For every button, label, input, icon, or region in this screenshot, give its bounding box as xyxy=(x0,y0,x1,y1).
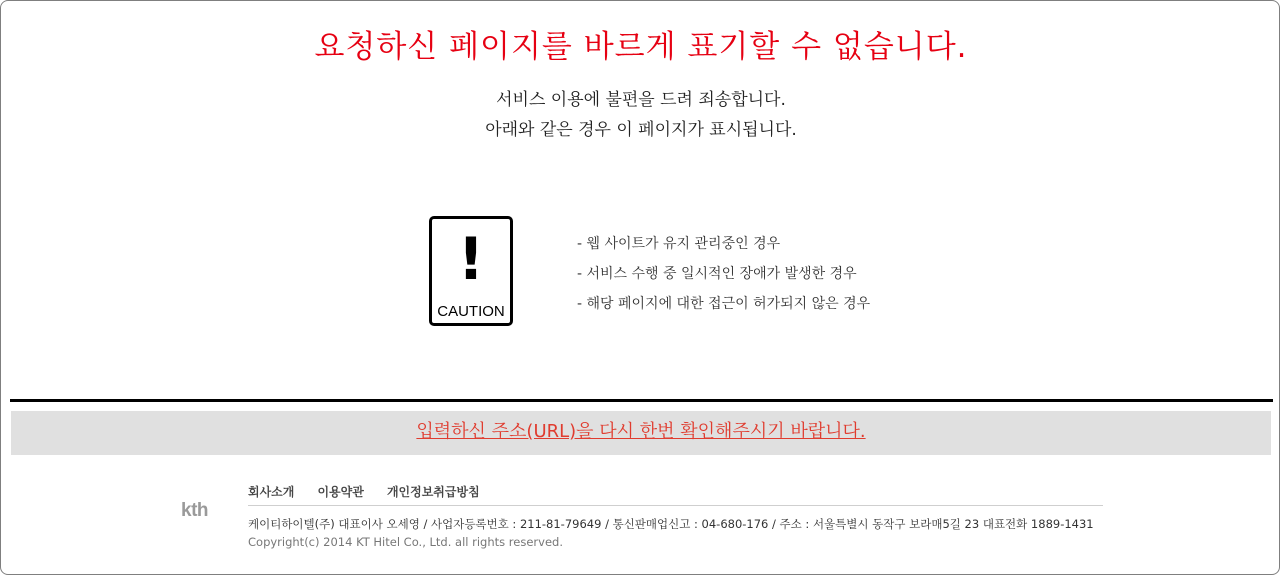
explanation-text: 아래와 같은 경우 이 페이지가 표시됩니다. xyxy=(485,120,797,140)
footer-link-terms[interactable]: 이용약관 xyxy=(317,485,364,499)
footer-divider xyxy=(248,505,1103,506)
kth-logo: kth xyxy=(181,500,208,521)
copyright: Copyright(c) 2014 KT Hitel Co., Ltd. all rights reserved. xyxy=(248,535,563,549)
error-title: 요청하신 페이지를 바르게 표기할 수 없습니다. xyxy=(314,29,968,65)
footer-link-company[interactable]: 회사소개 xyxy=(248,485,295,499)
caution-icon xyxy=(429,216,513,326)
notice-bar xyxy=(11,411,1271,455)
footer-nav xyxy=(248,481,498,501)
divider xyxy=(10,399,1273,402)
reason-item-access-denied: - 해당 페이지에 대한 접근이 허가되지 않은 경우 xyxy=(577,296,871,312)
reason-list xyxy=(577,229,870,319)
footer-link-privacy[interactable]: 개인정보취급방침 xyxy=(386,485,480,499)
caution-label: CAUTION xyxy=(437,303,505,320)
reason-item-maintenance: - 웹 사이트가 유지 관리중인 경우 xyxy=(577,236,781,252)
company-info: 케이티하이텔(주) 대표이사 오세영 / 사업자등록번호 : 211-81-79649 / 통신판매업신고 : 04-680-176 / 주소 : 서울특별시 동작구 보라매5길 23 대표전화 1889-1431 xyxy=(248,517,1094,531)
check-url-link[interactable]: 입력하신 주소(URL)을 다시 한번 확인해주시기 바랍니다. xyxy=(416,421,866,442)
apology-text: 서비스 이용에 불편을 드려 죄송합니다. xyxy=(496,90,786,110)
reason-item-outage: - 서비스 수행 중 일시적인 장애가 발생한 경우 xyxy=(577,266,857,282)
exclamation-icon: ! xyxy=(457,225,485,293)
